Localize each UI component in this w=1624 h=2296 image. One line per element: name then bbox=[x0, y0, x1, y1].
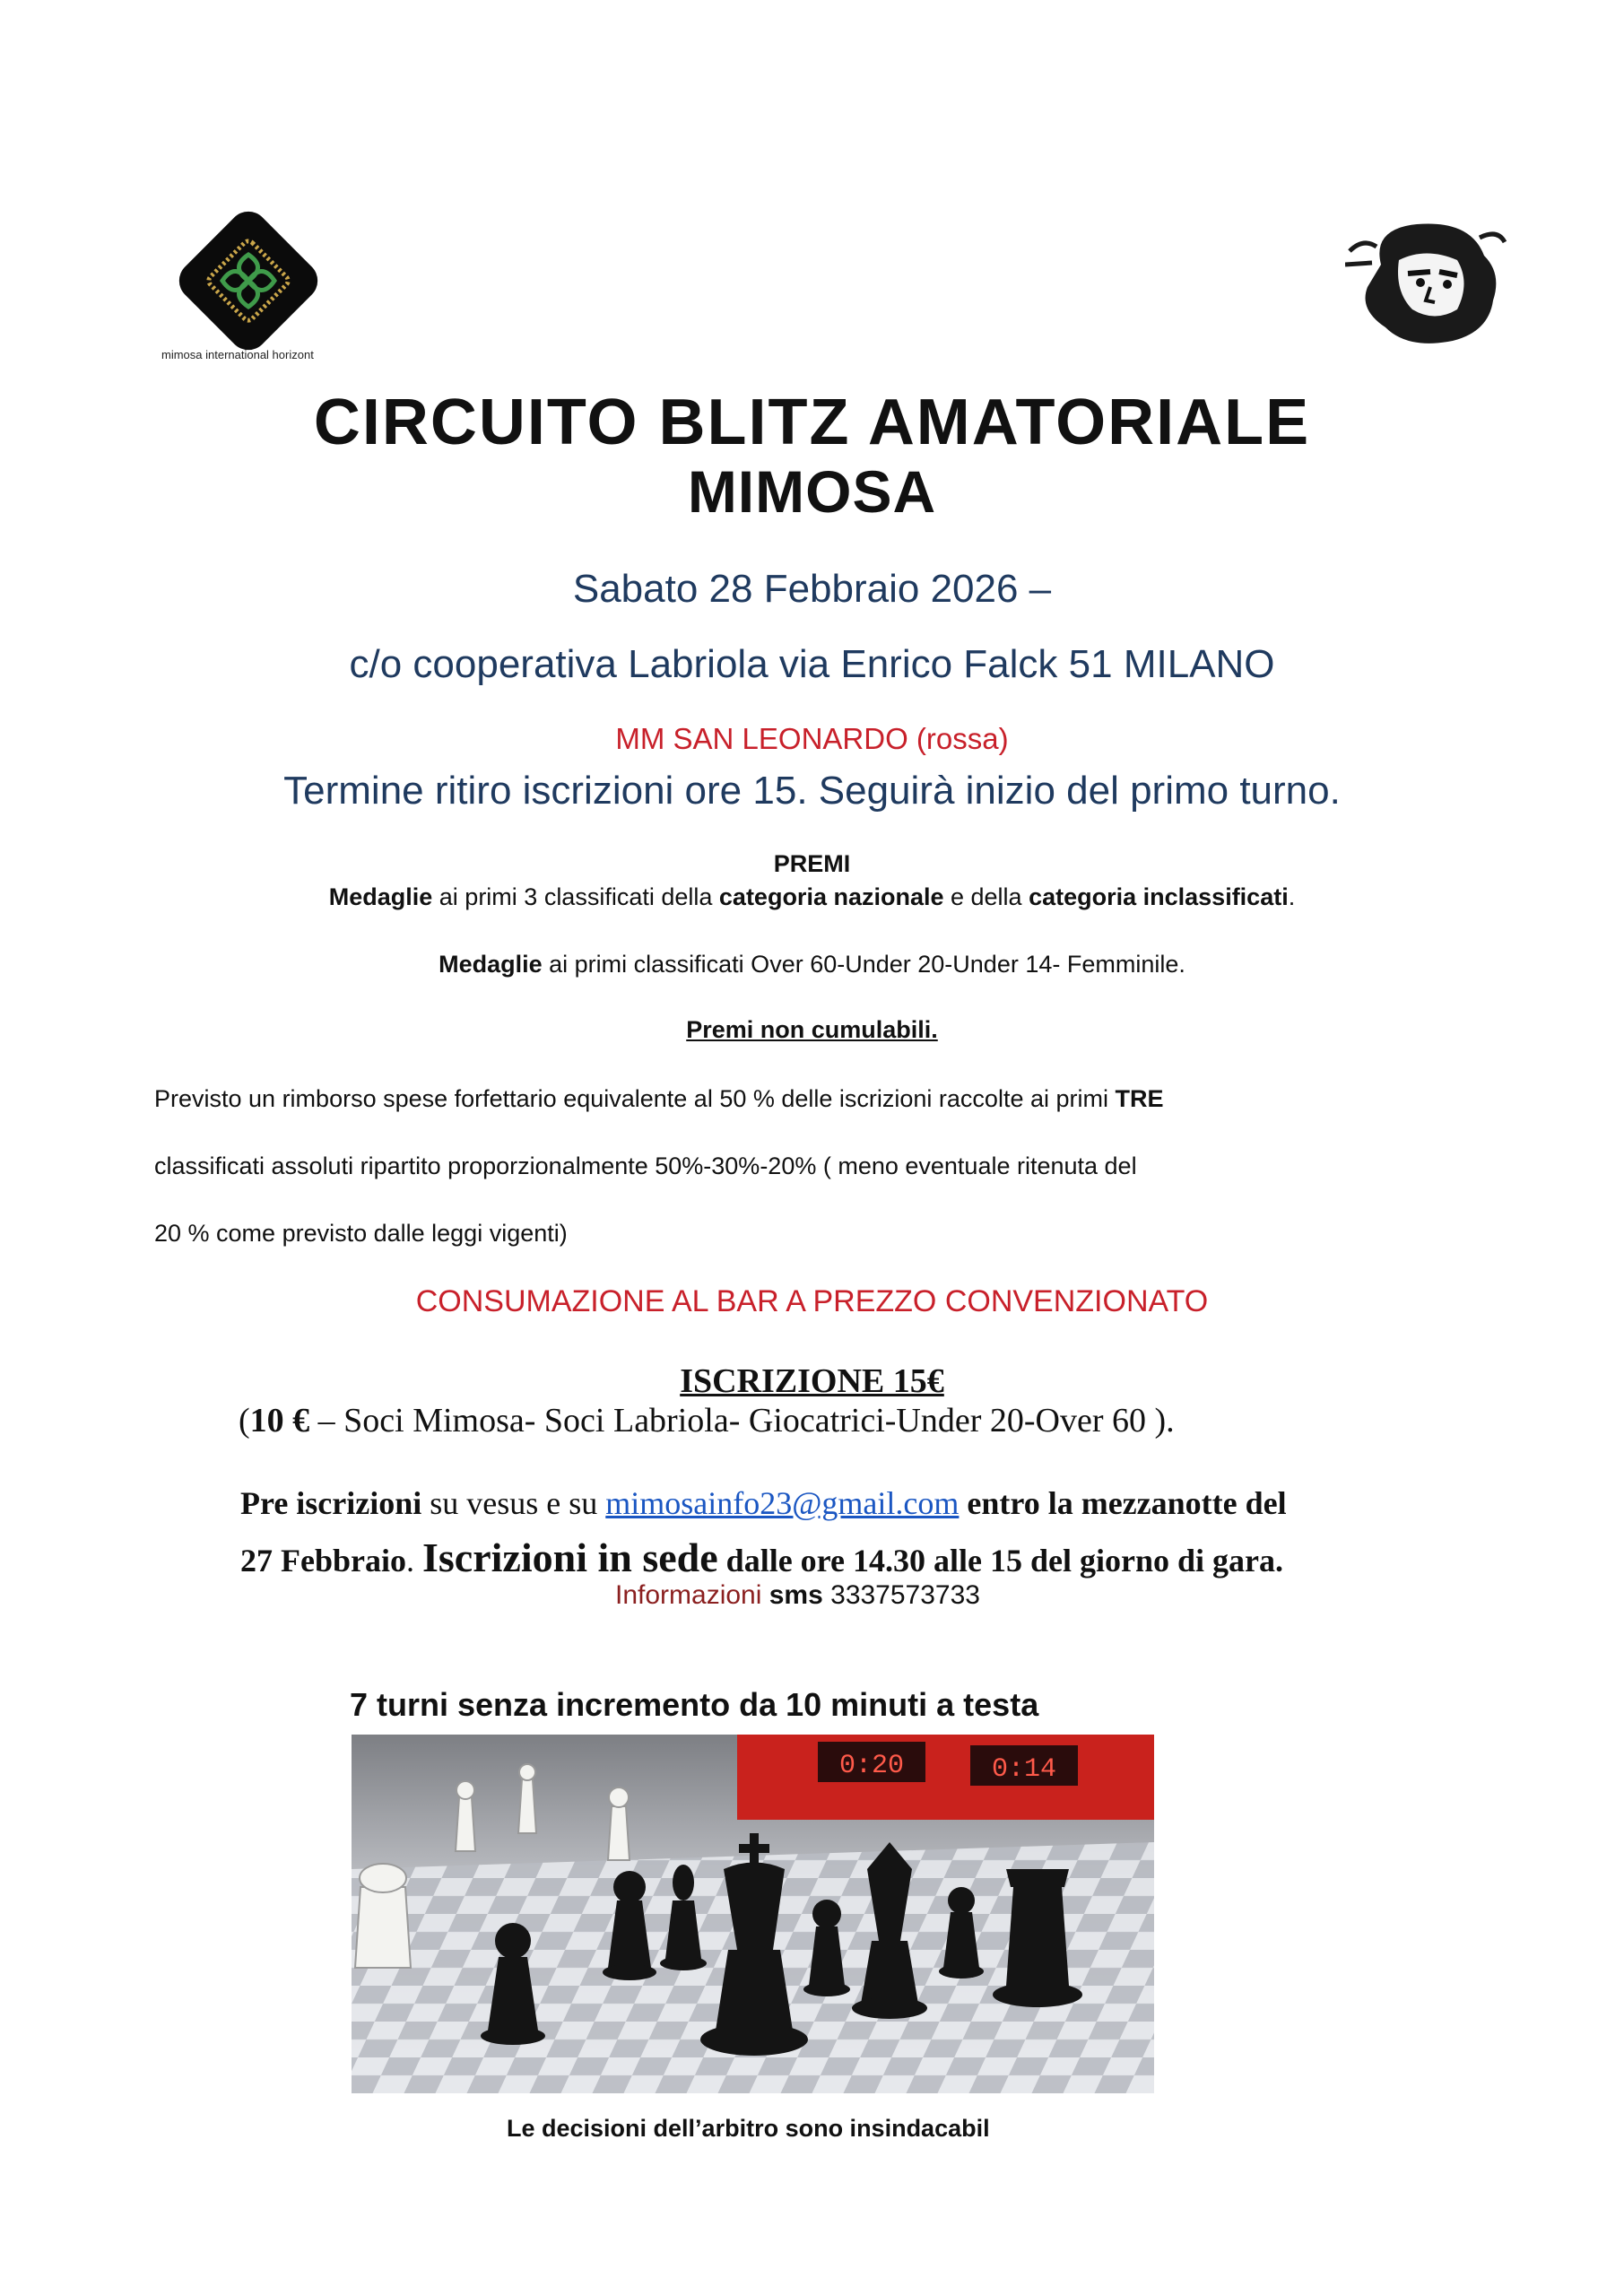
event-date: Sabato 28 Febbraio 2026 – bbox=[572, 567, 1052, 611]
event-deadline: Termine ritiro iscrizioni ore 15. Seguirà inizio del primo turno. bbox=[283, 769, 1341, 813]
premi-non-cumulabili: Premi non cumulabili. bbox=[686, 1016, 938, 1043]
arbitro-notice: Le decisioni dell’arbitro sono insindacabil bbox=[507, 2115, 990, 2142]
pre-iscrizioni-line-2: 27 Febbraio. Iscrizioni in sede dalle ore 14.30 alle 15 del giorno di gara. bbox=[240, 1535, 1283, 1580]
title-line-2: MIMOSA bbox=[687, 458, 937, 525]
event-metro: MM SAN LEONARDO (rossa) bbox=[615, 722, 1009, 755]
premi-medals-categories: Medaglie ai primi 3 classificati della categoria nazionale e della categoria inclassificati. bbox=[328, 883, 1296, 910]
rimborso-line-3: 20 % come previsto dalle leggi vigenti) bbox=[154, 1220, 568, 1247]
title-line-1: CIRCUITO BLITZ AMATORIALE bbox=[313, 387, 1311, 458]
clock-left-time: 0:20 bbox=[838, 1751, 905, 1781]
premi-medals-age-groups: Medaglie ai primi classificati Over 60-Under 20-Under 14- Femminile. bbox=[439, 951, 1185, 978]
chess-clock bbox=[737, 1735, 1154, 1820]
rimborso-line-2: classificati assoluti ripartito proporzionalmente 50%-30%-20% ( meno eventuale ritenuta del bbox=[154, 1152, 1137, 1179]
email-link[interactable]: mimosainfo23@gmail.com bbox=[605, 1485, 960, 1521]
premi-heading: PREMI bbox=[773, 850, 851, 877]
event-venue: c/o cooperativa Labriola via Enrico Falck 51 MILANO bbox=[349, 642, 1275, 686]
bar-notice: CONSUMAZIONE AL BAR A PREZZO CONVENZIONATO bbox=[415, 1284, 1209, 1318]
logo-caption: mimosa international horizont bbox=[161, 348, 314, 361]
chess-photo bbox=[352, 1735, 1154, 2264]
iscrizione-heading: ISCRIZIONE 15€ bbox=[680, 1362, 944, 1400]
iscrizione-discount: (10 € – Soci Mimosa- Soci Labriola- Giocatrici-Under 20-Over 60 ). bbox=[239, 1402, 1175, 1439]
pre-iscrizioni-line-1: Pre iscrizioni su vesus e su mimosainfo23@gmail.com entro la mezzanotte del bbox=[240, 1485, 1287, 1521]
portrait-sketch bbox=[1345, 211, 1507, 354]
clock-right-time: 0:14 bbox=[991, 1754, 1057, 1785]
informazioni-line: Informazioni sms 3337573733 bbox=[615, 1580, 980, 1610]
rimborso-line-1: Previsto un rimborso spese forfettario equivalente al 50 % delle iscrizioni raccolte ai primi TRE bbox=[154, 1085, 1164, 1112]
turni-info: 7 turni senza incremento da 10 minuti a testa bbox=[350, 1686, 1039, 1723]
mimosa-logo bbox=[167, 199, 330, 362]
